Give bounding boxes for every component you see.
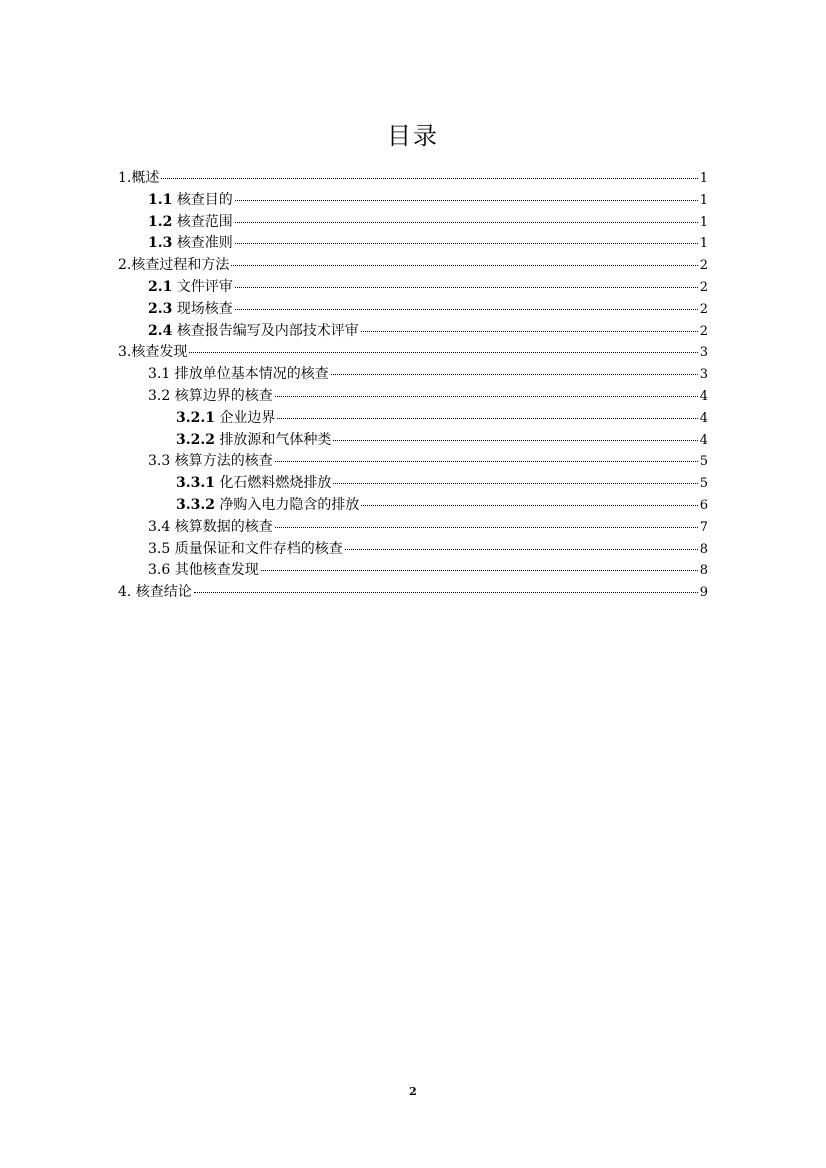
toc-entry-label [148, 539, 343, 559]
toc-entry-page: 6 [699, 497, 708, 513]
toc-entry-number: 2.4 [148, 322, 173, 339]
toc-entry-page: 2 [699, 258, 708, 274]
toc-entry[interactable] [118, 451, 708, 473]
toc-entry-page: 8 [699, 541, 708, 557]
toc-entry[interactable] [118, 408, 708, 430]
toc-entry-number: 3.2.2 [176, 431, 215, 448]
toc-entry-text: 其他核查发现 [174, 562, 259, 579]
toc-entry-text: 核查报告编写及内部技术评审 [176, 322, 359, 339]
toc-entry-number: 3. [118, 344, 132, 361]
toc-entry[interactable] [118, 495, 708, 517]
toc-entry-text: 文件评审 [176, 278, 233, 295]
page-number: 2 [409, 1085, 417, 1098]
toc-entry-label [176, 473, 331, 493]
toc-entry-page: 5 [699, 476, 708, 492]
toc-entry[interactable] [118, 190, 708, 212]
toc-entry-label [148, 233, 233, 253]
toc-entry[interactable] [118, 560, 708, 582]
toc-entry-text: 排放源和气体种类 [219, 431, 332, 448]
toc-entry[interactable] [118, 539, 708, 561]
toc-entry-text: 现场核查 [176, 300, 233, 317]
toc-entry[interactable] [118, 233, 708, 255]
toc-entry[interactable] [118, 386, 708, 408]
toc-entry-label [148, 560, 259, 580]
toc-leader-dots [333, 483, 697, 484]
toc-entry[interactable] [118, 364, 708, 386]
page-title: 目录 [387, 122, 439, 151]
toc-entry-text: 核算边界的核查 [174, 387, 273, 404]
toc-entry-text: 核算方法的核查 [174, 453, 273, 470]
toc-leader-dots [261, 570, 698, 571]
toc-leader-dots [194, 592, 698, 593]
toc-entry[interactable] [118, 342, 708, 364]
toc-entry-text: 核查目的 [176, 191, 233, 208]
toc-entry-label [148, 451, 273, 471]
toc-leader-dots [361, 331, 698, 332]
toc-entry-number: 2.3 [148, 300, 173, 317]
toc-leader-dots [275, 461, 698, 462]
toc-entry-page: 1 [699, 171, 708, 186]
toc-entry-number: 4. [118, 584, 132, 601]
toc-entry[interactable] [118, 517, 708, 539]
toc-leader-dots [235, 287, 698, 288]
toc-entry-label [148, 277, 233, 297]
toc-entry-label [148, 299, 233, 319]
toc-entry[interactable] [118, 255, 708, 277]
toc-entry-number: 3.6 [148, 562, 171, 579]
toc-leader-dots [277, 418, 697, 419]
toc-leader-dots [235, 222, 698, 223]
toc-entry-number: 3.3.2 [176, 496, 215, 513]
toc-entry-text: 核查结论 [131, 584, 192, 601]
toc-entry-number: 3.2 [148, 387, 171, 404]
toc-entry-number: 1. [118, 170, 132, 186]
toc-entry-label [148, 190, 233, 210]
toc-entry-label [176, 430, 331, 450]
toc-leader-dots [345, 549, 698, 550]
toc-leader-dots [235, 243, 698, 244]
toc-entry-label [176, 495, 359, 515]
toc-entry[interactable] [118, 321, 708, 343]
toc-leader-dots [333, 440, 697, 441]
toc-entry-number: 3.2.1 [176, 409, 215, 426]
toc-entry-page: 3 [699, 367, 708, 383]
toc-entry[interactable] [118, 168, 708, 190]
toc-entry-label [148, 364, 329, 384]
toc-entry-page: 4 [699, 410, 708, 426]
toc-leader-dots [361, 505, 697, 506]
toc-entry-number: 1.3 [148, 235, 173, 252]
toc-entry-text: 核算数据的核查 [174, 518, 273, 535]
toc-entry[interactable] [118, 277, 708, 299]
toc-entry-text: 企业边界 [219, 409, 276, 426]
toc-entry-text: 核查准则 [176, 235, 233, 252]
toc-entry-page: 7 [699, 519, 708, 535]
toc-leader-dots [235, 200, 698, 201]
toc-leader-dots [189, 352, 697, 353]
toc-entry-label [118, 255, 229, 275]
toc-entry-page: 4 [699, 432, 708, 448]
toc-entry-label [176, 408, 275, 428]
toc-entry-page: 8 [699, 563, 708, 579]
toc-entry-label [148, 212, 233, 232]
toc-entry-text: 化石燃料燃烧排放 [219, 475, 332, 492]
toc-entry-label [148, 386, 273, 406]
toc-entry[interactable] [118, 430, 708, 452]
toc-leader-dots [161, 178, 697, 179]
toc-entry-number: 1.2 [148, 213, 173, 230]
toc-entry-label [118, 582, 192, 602]
toc-entry-page: 1 [699, 214, 708, 230]
toc-entry-text: 概述 [131, 170, 160, 186]
toc-entry-label [148, 321, 359, 341]
toc-entry[interactable] [118, 473, 708, 495]
toc-entry-number: 3.3 [148, 453, 171, 470]
toc-entry-label [118, 168, 159, 188]
toc-entry-number: 3.4 [148, 518, 171, 535]
toc-entry-number: 3.5 [148, 540, 171, 557]
toc-entry-number: 3.3.1 [176, 475, 215, 492]
toc-entry-text: 排放单位基本情况的核查 [174, 366, 329, 383]
toc-entry-label [118, 342, 187, 362]
toc-entry[interactable] [118, 212, 708, 234]
toc-entry-page: 5 [699, 454, 708, 470]
toc-entry-page: 2 [699, 279, 708, 295]
toc-entry-number: 2. [118, 257, 132, 274]
toc-entry[interactable] [118, 299, 708, 321]
toc-entry-text: 质量保证和文件存档的核查 [174, 540, 343, 557]
toc-entry-page: 4 [699, 388, 708, 404]
toc-entry-page: 1 [699, 192, 708, 208]
toc-leader-dots [275, 527, 698, 528]
toc-entry-page: 2 [699, 323, 708, 339]
toc-leader-dots [331, 374, 698, 375]
toc-leader-dots [235, 309, 698, 310]
toc-entry-number: 1.1 [148, 191, 173, 208]
toc-entry-page: 3 [699, 345, 708, 361]
toc-entry[interactable] [118, 582, 708, 604]
toc-leader-dots [231, 265, 697, 266]
toc-entry-page: 2 [699, 301, 708, 317]
table-of-contents [118, 168, 708, 604]
toc-entry-page: 1 [699, 236, 708, 252]
toc-entry-text: 核查范围 [176, 213, 233, 230]
toc-entry-page: 9 [699, 585, 708, 601]
toc-leader-dots [275, 396, 698, 397]
toc-entry-text: 净购入电力隐含的排放 [219, 496, 360, 513]
toc-entry-text: 核查发现 [131, 344, 188, 361]
toc-entry-text: 核查过程和方法 [131, 257, 230, 274]
toc-entry-number: 2.1 [148, 278, 173, 295]
toc-entry-label [148, 517, 273, 537]
toc-entry-number: 3.1 [148, 366, 171, 383]
